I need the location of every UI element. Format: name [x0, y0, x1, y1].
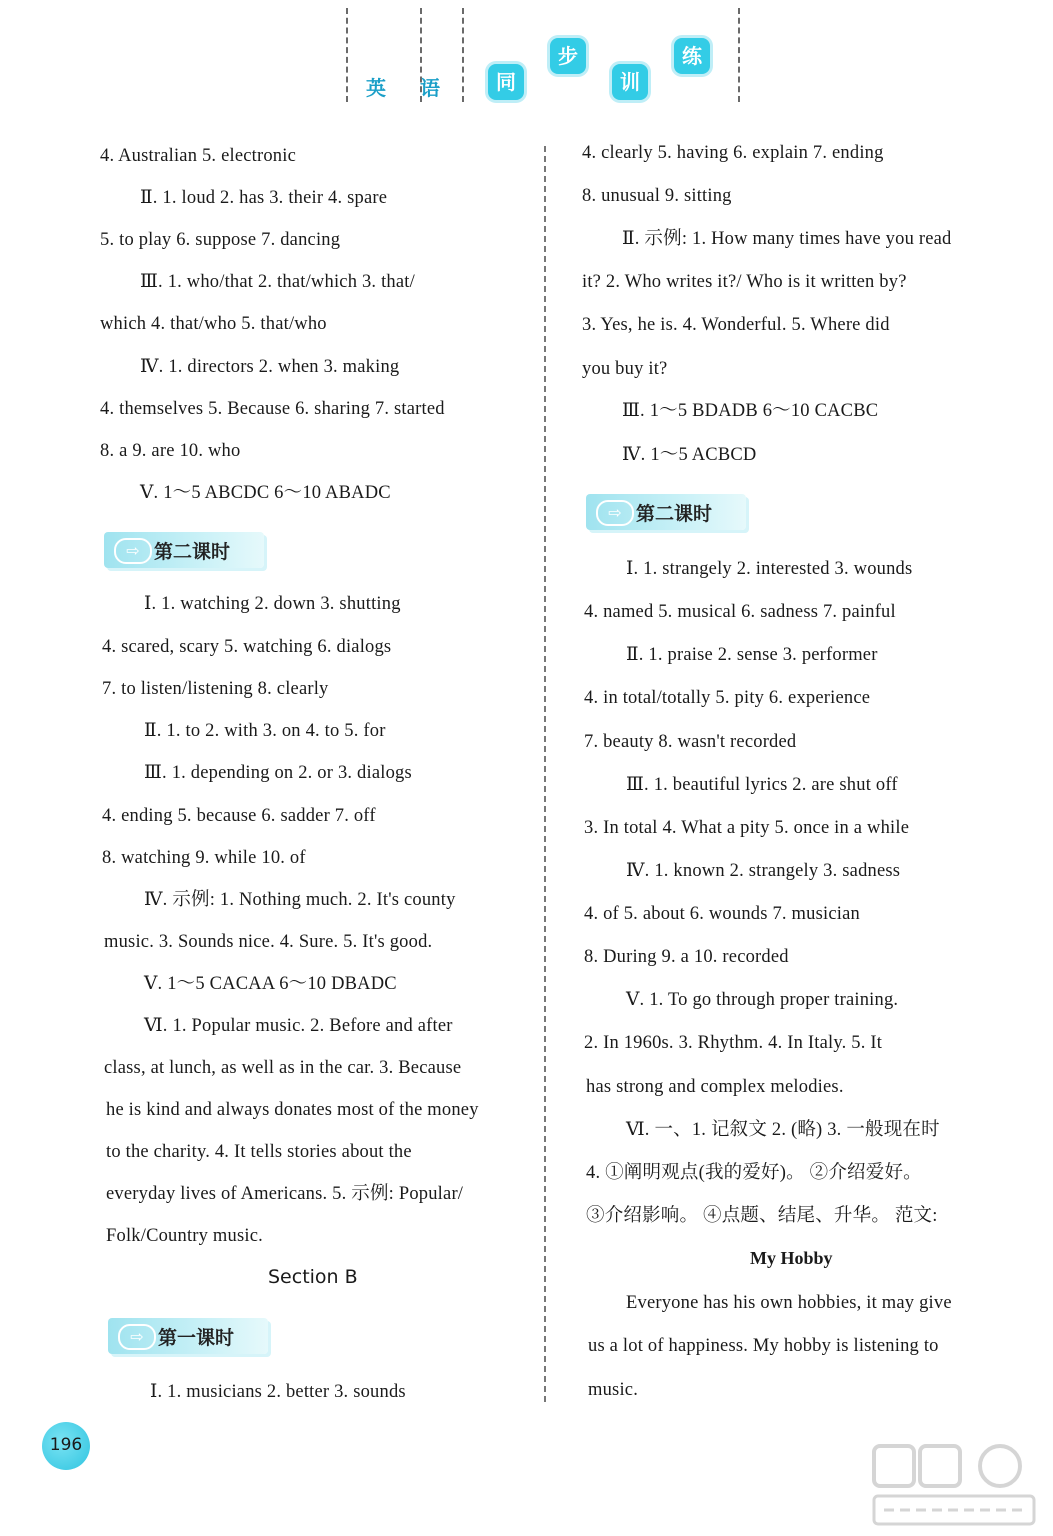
answer-line: Ⅴ. 1. To go through proper training.	[626, 990, 899, 1010]
answer-line: Ⅰ. 1. watching 2. down 3. shutting	[144, 594, 401, 614]
answer-line: 8. unusual 9. sitting	[582, 186, 732, 206]
arrow-icon: ⇨	[114, 538, 152, 564]
lesson-banner-label: 第二课时	[154, 541, 231, 563]
answer-line: 4. named 5. musical 6. sadness 7. painful	[584, 602, 896, 622]
answer-line: 8. a 9. are 10. who	[100, 441, 241, 461]
answer-line: Ⅴ. 1～5 CACAA 6～10 DBADC	[144, 974, 397, 994]
answer-line: has strong and complex melodies.	[586, 1077, 844, 1097]
answer-line: 4. ①阐明观点(我的爱好)。 ②介绍爱好。	[586, 1163, 922, 1183]
subject-char: 语	[420, 76, 440, 100]
essay-line: us a lot of happiness. My hobby is listening to	[588, 1336, 939, 1356]
answer-line: ③介绍影响。 ④点题、结尾、升华。 范文:	[586, 1206, 938, 1226]
answer-line: 4. ending 5. because 6. sadder 7. off	[102, 806, 376, 826]
answer-line: Ⅲ. 1. beautiful lyrics 2. are shut off	[626, 775, 898, 795]
essay-title: My Hobby	[750, 1248, 833, 1268]
answer-line: Ⅵ. 一、1. 记叙文 2. (略) 3. 一般现在时	[626, 1120, 940, 1140]
header-divider	[738, 8, 740, 102]
answer-line: 7. beauty 8. wasn't recorded	[584, 732, 797, 752]
title-char-tile: 同	[488, 64, 524, 100]
answer-line: Ⅰ. 1. musicians 2. better 3. sounds	[150, 1382, 406, 1402]
answer-line: to the charity. 4. It tells stories about the	[106, 1142, 412, 1162]
section-heading: Section B	[268, 1266, 358, 1288]
answer-line: 4. scared, scary 5. watching 6. dialogs	[102, 637, 392, 657]
lesson-banner	[104, 532, 264, 568]
title-char-tile: 练	[674, 38, 710, 74]
arrow-icon: ⇨	[596, 500, 634, 526]
answer-line: 4. themselves 5. Because 6. sharing 7. started	[100, 399, 445, 419]
answer-line: Ⅳ. 示例: 1. Nothing much. 2. It's county	[144, 890, 456, 910]
answer-line: 3. Yes, he is. 4. Wonderful. 5. Where did	[582, 315, 890, 335]
title-char-tile: 步	[550, 38, 586, 74]
answer-line: you buy it?	[582, 359, 668, 379]
answer-line: Ⅳ. 1. directors 2. when 3. making	[140, 357, 400, 377]
answer-line: Folk/Country music.	[106, 1226, 263, 1246]
answer-line: which 4. that/who 5. that/who	[100, 314, 327, 334]
answer-line: 4. Australian 5. electronic	[100, 146, 296, 166]
answer-line: Ⅲ. 1～5 BDADB 6～10 CACBC	[622, 401, 879, 421]
header-divider	[346, 8, 348, 102]
answer-line: 8. watching 9. while 10. of	[102, 848, 306, 868]
answer-line: 3. In total 4. What a pity 5. once in a while	[584, 818, 910, 838]
answer-line: Ⅳ. 1～5 ACBCD	[622, 445, 757, 465]
essay-line: Everyone has his own hobbies, it may give	[626, 1293, 952, 1313]
answer-line: 4. clearly 5. having 6. explain 7. ending	[582, 143, 884, 163]
answer-line: 4. of 5. about 6. wounds 7. musician	[584, 904, 860, 924]
essay-line: music.	[588, 1380, 639, 1400]
watermark-logo-icon	[870, 1440, 1040, 1530]
page-number: 196	[42, 1422, 90, 1470]
answer-line: 8. During 9. a 10. recorded	[584, 947, 789, 967]
lesson-banner-label: 第一课时	[158, 1327, 235, 1349]
answer-line: 2. In 1960s. 3. Rhythm. 4. In Italy. 5. It	[584, 1033, 883, 1053]
title-char-tile: 训	[612, 64, 648, 100]
answer-line: Ⅰ. 1. strangely 2. interested 3. wounds	[626, 559, 913, 579]
subject-char: 英	[366, 76, 386, 100]
answer-line: Ⅵ. 1. Popular music. 2. Before and after	[144, 1016, 453, 1036]
lesson-banner-label: 第二课时	[636, 503, 713, 525]
answer-line: Ⅲ. 1. who/that 2. that/which 3. that/	[140, 272, 415, 292]
answer-line: it? 2. Who writes it?/ Who is it written by?	[582, 272, 907, 292]
answer-line: he is kind and always donates most of the money	[106, 1100, 479, 1120]
column-divider	[544, 146, 546, 1402]
lesson-banner	[586, 494, 746, 530]
answer-line: Ⅱ. 1. praise 2. sense 3. performer	[626, 645, 878, 665]
answer-line: Ⅳ. 1. known 2. strangely 3. sadness	[626, 861, 901, 881]
answer-line: music. 3. Sounds nice. 4. Sure. 5. It's good.	[104, 932, 433, 952]
answer-line: everyday lives of Americans. 5. 示例: Popular/	[106, 1184, 464, 1204]
answer-line: 5. to play 6. suppose 7. dancing	[100, 230, 341, 250]
answer-line: Ⅱ. 1. to 2. with 3. on 4. to 5. for	[144, 721, 386, 741]
answer-line: 7. to listen/listening 8. clearly	[102, 679, 329, 699]
answer-line: 4. in total/totally 5. pity 6. experience	[584, 688, 871, 708]
answer-line: Ⅴ. 1～5 ABCDC 6～10 ABADC	[140, 483, 391, 503]
answer-line: class, at lunch, as well as in the car. 3. Because	[104, 1058, 462, 1078]
header-divider	[462, 8, 464, 102]
answer-line: Ⅱ. 示例: 1. How many times have you read	[622, 229, 952, 249]
answer-line: Ⅱ. 1. loud 2. has 3. their 4. spare	[140, 188, 388, 208]
lesson-banner	[108, 1318, 268, 1354]
answer-line: Ⅲ. 1. depending on 2. or 3. dialogs	[144, 763, 412, 783]
arrow-icon: ⇨	[118, 1324, 156, 1350]
